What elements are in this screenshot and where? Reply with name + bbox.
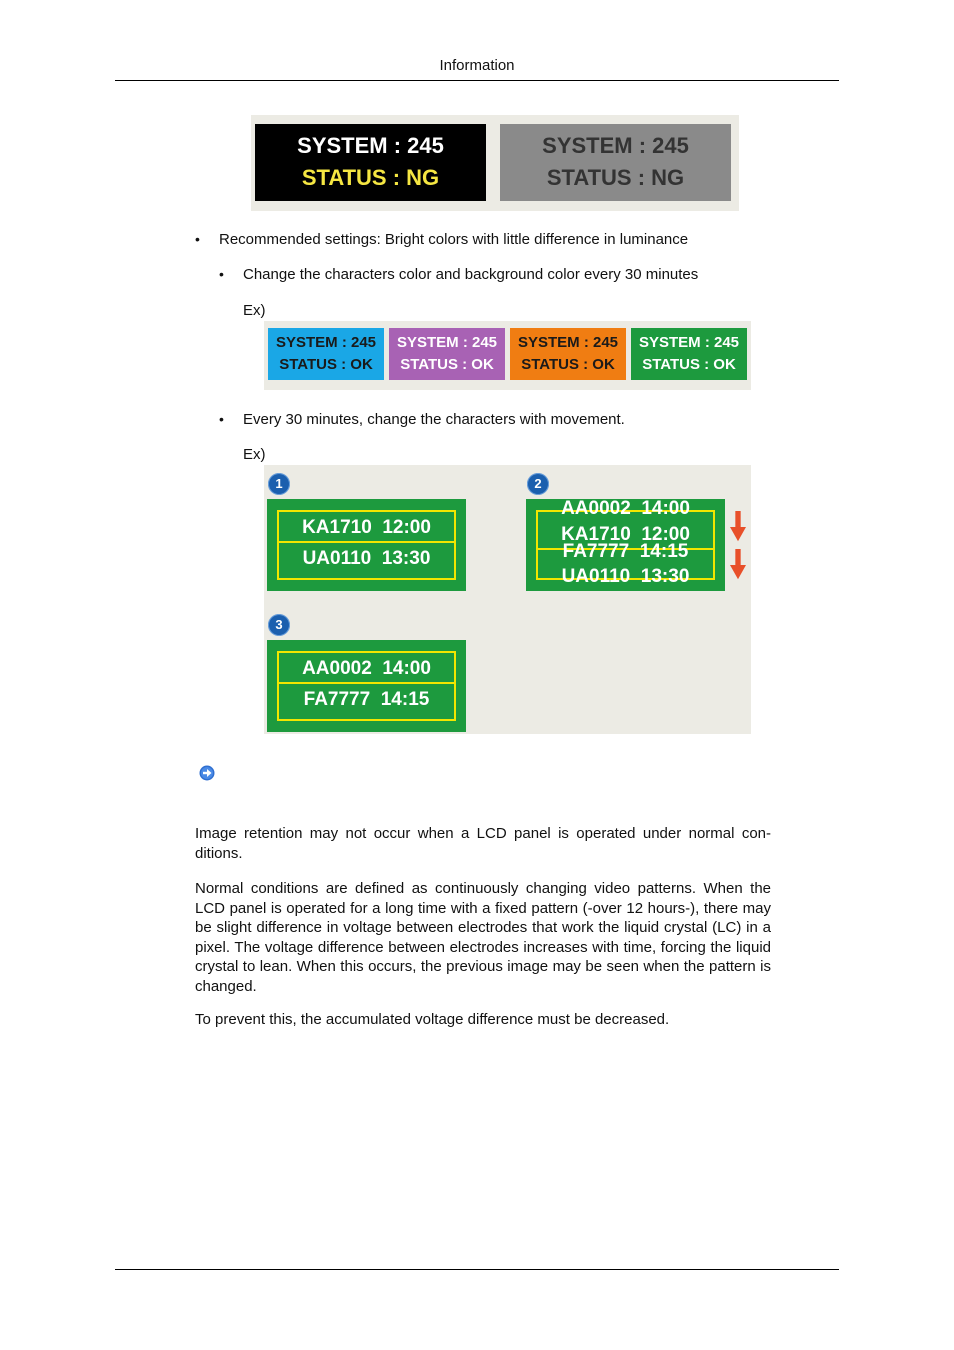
example-label: Ex) bbox=[243, 446, 266, 463]
flight-panel-step3 bbox=[267, 640, 466, 732]
system-line: SYSTEM : 245 bbox=[638, 334, 740, 351]
flight-line: FA7777 14:15 bbox=[562, 541, 689, 562]
figure-ng-examples bbox=[251, 115, 739, 211]
down-arrow-icon bbox=[730, 509, 746, 545]
flight-line: AA0002 14:00 bbox=[279, 653, 454, 684]
status-line: STATUS : OK bbox=[400, 356, 494, 373]
flight-frame bbox=[277, 510, 456, 580]
flight-line: FA7777 14:15 bbox=[303, 689, 430, 710]
flight-frame bbox=[277, 651, 456, 721]
system-line: SYSTEM : 245 bbox=[542, 133, 689, 158]
status-line: STATUS : NG bbox=[546, 165, 685, 190]
system-line: SYSTEM : 245 bbox=[275, 334, 377, 351]
bullet-marker: • bbox=[195, 231, 200, 247]
page-header-title: Information bbox=[439, 57, 515, 74]
color-box-green bbox=[631, 328, 747, 380]
paragraph-prevention: To prevent this, the accumulated voltage difference must be decreased. bbox=[195, 1011, 670, 1028]
down-arrow-icon bbox=[730, 547, 746, 583]
system-line: SYSTEM : 245 bbox=[396, 334, 498, 351]
color-box-purple bbox=[389, 328, 505, 380]
status-line: STATUS : OK bbox=[642, 356, 736, 373]
system-line: SYSTEM : 245 bbox=[297, 133, 444, 158]
bullet-recommended: Recommended settings: Bright colors with little difference in luminance bbox=[219, 231, 689, 248]
flight-line: UA0110 13:30 bbox=[302, 548, 431, 569]
bullet-marker: • bbox=[219, 266, 224, 282]
flight-line: UA0110 13:30 bbox=[561, 566, 690, 587]
step-number-badge: 1 bbox=[268, 473, 290, 495]
footer-rule bbox=[115, 1269, 839, 1270]
bullet-change-color: Change the characters color and background color every 30 minutes bbox=[243, 266, 699, 283]
step-number-badge: 2 bbox=[527, 473, 549, 495]
figure-movement-examples bbox=[264, 465, 751, 734]
flight-line: KA1710 12:00 bbox=[538, 519, 713, 550]
step-number-badge: 3 bbox=[268, 614, 290, 636]
paragraph-explanation: Normal conditions are defined as continuously changing video patterns. When the LCD panel is operated for a long time with a fixed pattern (-over 12 hours-), there may be slight difference in voltage between electrodes that work the liquid crystal (LC) in a pixel. The voltage difference between electrodes increases with time, forcing the liquid crystal to lean. When this occurs, the previous image may be seen when the pattern is changed. bbox=[195, 880, 771, 995]
ng-box-black bbox=[255, 124, 486, 201]
status-line: STATUS : NG bbox=[301, 165, 440, 190]
example-label: Ex) bbox=[243, 302, 266, 319]
color-box-orange bbox=[510, 328, 626, 380]
note-arrow-icon bbox=[199, 765, 215, 781]
bullet-marker: • bbox=[219, 411, 224, 427]
header-rule bbox=[115, 80, 839, 81]
system-line: SYSTEM : 245 bbox=[517, 334, 619, 351]
figure-color-examples bbox=[264, 321, 751, 390]
paragraph-normal-conditions: Image retention may not occur when a LCD panel is operated under normal con-ditions. bbox=[195, 825, 771, 862]
color-box-blue bbox=[268, 328, 384, 380]
status-line: STATUS : OK bbox=[279, 356, 373, 373]
flight-panel-step1 bbox=[267, 499, 466, 591]
status-line: STATUS : OK bbox=[521, 356, 615, 373]
ng-box-gray bbox=[500, 124, 731, 201]
flight-panel-step2 bbox=[526, 499, 725, 591]
flight-frame-scrolling bbox=[536, 498, 715, 587]
bullet-movement: Every 30 minutes, change the characters with movement. bbox=[243, 411, 625, 428]
flight-line: KA1710 12:00 bbox=[279, 512, 454, 543]
flight-line: AA0002 14:00 bbox=[561, 498, 690, 519]
